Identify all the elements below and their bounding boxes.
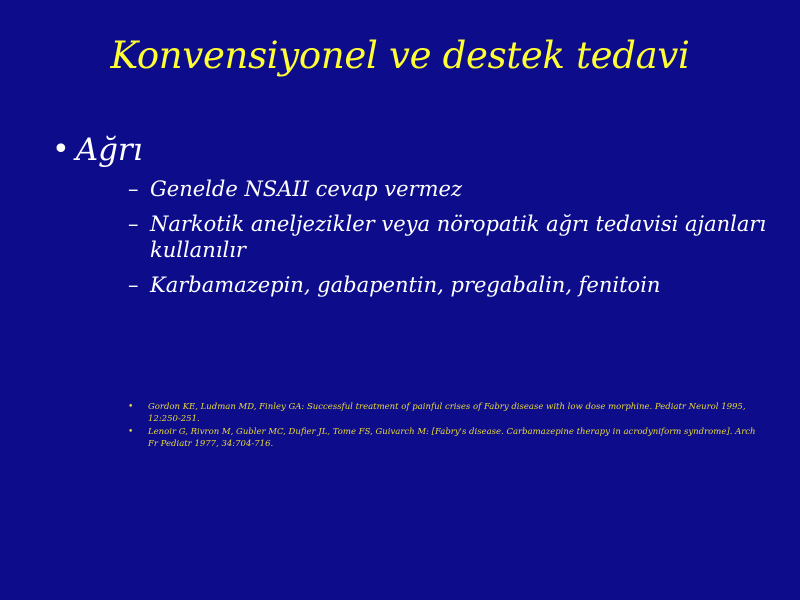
sub-bullet-item [128, 176, 768, 202]
sub-bullet-text: Genelde NSAII cevap vermez [150, 177, 463, 201]
reference-text: Gordon KE, Ludman MD, Finley GA: Successful treatment of painful crises of Fabry disease with low dose morphine. Pediatr Neurol 1995, 12:250-251. [148, 402, 746, 424]
reference-text: Lenoir G, Rivron M, Gubler MC, Dufier JL, Tome FS, Guivarch M: [Fabry's disease. Carbamazepine therapy in acrodyniform syndrome]. Arch Fr Pediatr 1977, 34:704-716. [148, 427, 756, 449]
sub-bullet-text: Karbamazepin, gabapentin, pregabalin, fenitoin [150, 273, 661, 297]
dash-icon: – [128, 212, 139, 236]
reference-list [128, 401, 758, 451]
dash-icon: – [128, 177, 139, 201]
sub-bullet-list [128, 176, 768, 307]
sub-bullet-item [128, 272, 768, 298]
slide-title: Konvensiyonel ve destek tedavi [110, 34, 690, 77]
main-bullet-label: Ağrı [75, 132, 143, 168]
reference-item [128, 426, 758, 450]
dash-icon: – [128, 273, 139, 297]
bullet-icon: • [128, 427, 134, 437]
bullet-icon: • [52, 132, 70, 167]
sub-bullet-text: Narkotik aneljezikler veya nöropatik ağrı tedavisi ajanları kullanılır [150, 212, 767, 262]
sub-bullet-item [128, 211, 768, 263]
main-bullet [52, 128, 143, 172]
bullet-icon: • [128, 402, 134, 412]
reference-item [128, 401, 758, 425]
